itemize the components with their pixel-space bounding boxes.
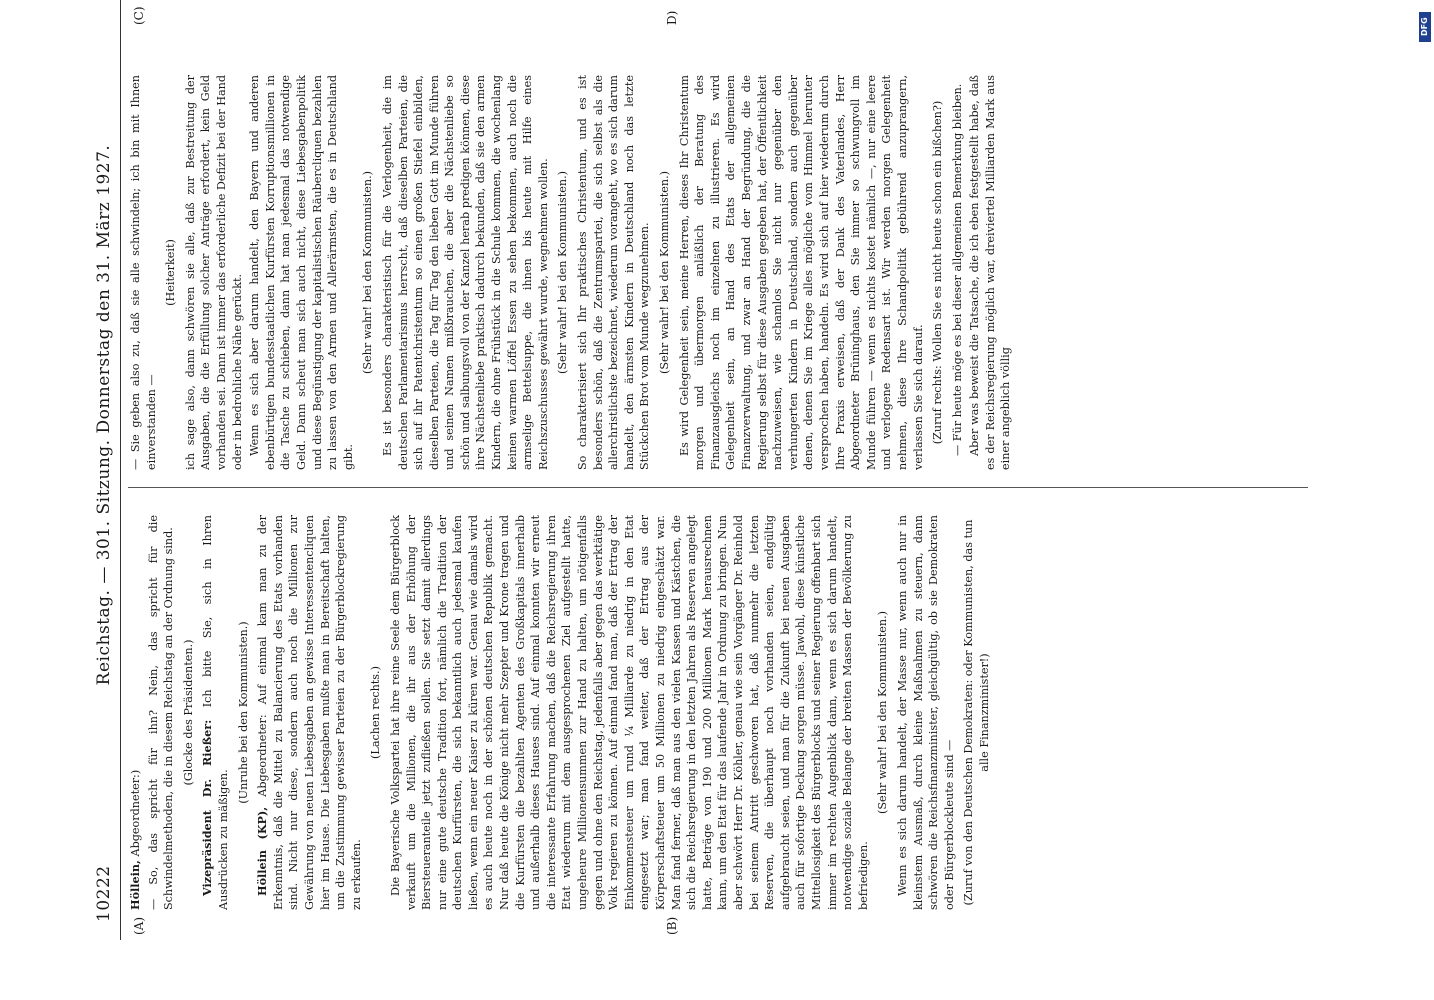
paragraph-text: (Sehr wahr! bei den Kommunisten.) bbox=[876, 610, 890, 815]
interjection bbox=[181, 515, 197, 910]
paragraph-text: Wenn es sich aber darum handelt, den Bayern und anderen ebenbürtigen bundesstaatlichen Kurfürsten Korruptionsmillionen in die Tasche zu schieben, dann hat man jedesmal das notwendige Geld. Dann scheut man sich auch nicht, diese Liebesgabenpolitik und diese Begünstigung der kapitalistischen Räubercliquen bezahlen zu lassen von den Armen und Allerärmsten, die es in Deutschland gibt. bbox=[248, 75, 355, 470]
dfg-logo: DFG bbox=[1419, 12, 1431, 42]
interjection bbox=[236, 515, 252, 910]
paragraph-text: (Lachen rechts.) bbox=[369, 666, 383, 759]
interjection bbox=[875, 515, 891, 910]
right-column bbox=[128, 75, 1318, 470]
paragraph-text: Wenn es sich darum handelt, der Masse nur, wenn auch nur in kleinstem Ausmaß, durch kleine Maßnahmen zu steuern, dann schwören die Reichsfinanzminister, gleichgültig, ob sie Demokraten oder Bürgerblockleute sind — bbox=[895, 515, 956, 910]
margin-mark-b: (B) bbox=[665, 916, 679, 935]
left-column bbox=[128, 515, 1318, 910]
paragraph-text: ich sage also, dann schwören sie alle, daß zur Bestreitung der Ausgaben, die die Erfüllung solcher Anträge erfordert, kein Geld vorhanden sei. Dann ist immer das erforderliche Defizit bei der Hand oder in bedrohliche Nähe gerückt. bbox=[183, 75, 244, 470]
paragraph-text: Ich bitte Sie, sich in Ihren Ausdrücken zu mäßigen. bbox=[201, 515, 230, 910]
paragraph bbox=[950, 75, 966, 470]
paragraph bbox=[183, 75, 245, 470]
paragraph-text: (Zuruf rechts: Wollen Sie es nicht heute schon ein bißchen?) bbox=[931, 100, 945, 445]
paragraph bbox=[677, 75, 927, 470]
interjection bbox=[360, 75, 376, 470]
paragraph bbox=[200, 515, 231, 910]
paragraph bbox=[895, 515, 957, 910]
paragraph-text: Abgeordneter: Auf einmal kam man zu der Erkenntnis, daß die Mittel zu Balancierung des Etats vorhanden sind. Nicht nur diese, sondern auch noch die Millionen zur Gewährung von neuen Liebesgaben an gewisse Interessentencliquen hier im Hause. Die Liebesgaben mußte man in Bereitschaft halten, um die Zustimmung gewisser Parteien zu der Bürgerblockregierung zu erkaufen. bbox=[256, 515, 363, 910]
paragraph-text: — Sie geben also zu, daß sie alle schwindeln; ich bin mit Ihnen einverstanden — bbox=[129, 75, 158, 470]
margin-mark-c: (C) bbox=[132, 6, 146, 25]
speaker-name: Höllein, bbox=[128, 860, 142, 910]
margin-mark-d: D) bbox=[665, 10, 679, 25]
paragraph bbox=[247, 75, 356, 470]
speaker-name: Vizepräsident Dr. Rießer: bbox=[200, 719, 215, 896]
paragraph bbox=[128, 75, 159, 470]
paragraph-text: (Zuruf von den Deutschen Demokraten: oder Kommunisten, das tun alle Finanzminister!) bbox=[962, 519, 991, 906]
paragraph-text: — So, das spricht für ihn? Nein, das spricht für die Schwindelmethoden, die in diesem Reichstag an der Ordnung sind. bbox=[146, 515, 176, 910]
speaker-name: Höllein (KP), bbox=[255, 806, 270, 896]
paragraph bbox=[128, 515, 144, 910]
paragraph-text: Die Bayerische Volkspartei hat ihre reine Seele dem Bürgerblock verkauft um die Millionen, die ihr aus der Erhöhung der Biersteueranteile jetzt zufließen sollen. Sie setzt damit allerdings nur eine gute deutsche Tradition fort, nämlich die Tradition der deutschen Kurfürsten, die sich bekanntlich auch jedesmal kaufen ließen, wenn ein neuer Kaiser zu küren war. Genau wie damals wird es auch heute noch in der schönen deutschen Republik gemacht. Nur daß heute die Könige nicht mehr Szepter und Krone tragen und die Kurfürsten die bezahlten Agenten des Großkapitals innerhalb und außerhalb dieses Hauses sind. Auf einmal konnten wir erneut die interessante Erfahrung machen, daß die Reichsregierung ihren Etat wiederum mit dem ausgesprochenen Ziel aufgestellt hatte, ungeheure Millionensummen zur Hand zu halten, um nötigenfalls gegen und ohne den Reichstag, jedenfalls aber gegen das werktätige Volk regieren zu können. Auf einmal fand man, daß der Ertrag der Einkommensteuer um rund ¼ Milliarde zu niedrig in den Etat eingesetzt war; man fand weiter, daß der Ertrag aus der Körperschaftsteuer um 50 Millionen zu niedrig eingeschätzt war. Man fand ferner, daß man aus den vielen Kassen und Kästchen, die sich die Reichsregierung in den letzten Jahren als Reserven angelegt hatte, Beträge von 190 und 200 Millionen Mark herausrechnen kann, um den Etat für das laufende Jahr in Ordnung zu bringen. Nun aber schwört Herr Dr. Köhler, genau wie sein Vorgänger Dr. Reinhold bei seinem Antritt geschworen hat, daß nunmehr die letzten Reserven, die überhaupt noch vorhanden seien, endgültig aufgebraucht seien, und man für die Zukunft bei neuen Ausgaben auch für sofortige Deckung sorgen müsse. Jawohl, diese künstliche Mittellosigkeit des Bürgerblocks und seiner Regierung offenbart sich immer im rechten Augenblick dann, wenn es sich darum handelt, notwendige soziale Belange der breiten Massen der Bevölkerung zu befriedigen. bbox=[388, 515, 870, 910]
paragraph-text: So charakterisiert sich Ihr praktisches Christentum, und es ist besonders schön, daß die Zentrumspartei, die sich selbst als die allerchristlichste bezeichnet, wiederum vorangeht, wo es sich darum handelt, den ärmsten Kindern in Deutschland noch das letzte Stückchen Brot vom Munde wegzunehmen. bbox=[576, 75, 652, 470]
interjection bbox=[163, 75, 179, 470]
column-divider bbox=[128, 487, 1308, 488]
paragraph bbox=[388, 515, 871, 910]
paragraph-text: Abgeordneter:) bbox=[129, 769, 142, 861]
interjection bbox=[657, 75, 673, 470]
paragraph-text: (Sehr wahr! bei den Kommunisten.) bbox=[556, 170, 570, 375]
paragraph-text: Es ist besonders charakteristisch für die Verlogenheit, die im deutschen Parlamentarismus herrscht, daß dieselben Parteien, die sich auf ihr Patentchristentum so einen großen Stiefel einbilden, dieselben Parteien, die Tag für Tag den lieben Gott im Munde führen und seinen Namen mißbrauchen, die aber die Nächstenliebe so schön und salbungsvoll von der Kanzel herab predigen können, diese ihre Nächstenliebe praktisch dadurch bekunden, daß sie den armen Kindern, die ohne Frühstück in die Schule kommen, die wochenlang keinen warmen Löffel Essen zu sehen bekommen, auch noch die armselige Bettelsuppe, die ihnen bis heute mit Hilfe eines Reichszuschusses gewährt wurde, wegnehmen wollen. bbox=[380, 75, 550, 470]
interjection bbox=[368, 515, 384, 910]
paragraph-text: (Glocke des Präsidenten.) bbox=[181, 639, 195, 786]
interjection bbox=[961, 515, 992, 910]
interjection bbox=[555, 75, 571, 470]
dfg-funding-text bbox=[1418, 0, 1434, 399]
header-rule bbox=[120, 0, 121, 940]
paragraph-text: Es wird Gelegenheit sein, meine Herren, dieses Ihr Christentum morgen und übermorgen anläßlich der Beratung des Finanzausgleichs noch im einzelnen zu illustrieren. Es wird Gelegenheit sein, an Hand des Etats der allgemeinen Finanzverwaltung, und zwar an Hand der Begründung, die die Regierung selbst für diese Ausgaben gegeben hat, der Öffentlichkeit nachzuweisen, wie schamlos Sie nicht nur gegenüber den verhungerten Kindern in Deutschland, sondern auch gegenüber denen, denen Sie im Kriege alles mögliche vom Himmel herunter versprochen haben, handeln. Es wird sich auf hier wiederum durch Ihre Praxis erweisen, daß der Dank des Vaterlandes, Herr Abgeordneter Brüninghaus, den Sie immer so schwungvoll im Munde führen — wenn es nichts kostet nämlich —, nur eine leere und verlogene Redensart ist. Wir werden morgen Gelegenheit nehmen, diese Ihre Schandpolitik gebührend anzuprangern, verlassen Sie sich darauf. bbox=[677, 75, 925, 470]
rotated-page bbox=[80, 0, 1340, 940]
margin-mark-a: (A) bbox=[132, 916, 146, 935]
paragraph-text: — Für heute möge es bei dieser allgemeinen Bemerkung bleiben. bbox=[950, 83, 964, 456]
paragraph-text: Aber was beweist die Tatsache, die ich eben festgestellt habe, daß es der Reichsregierung möglich war, dreiviertel Milliarden Mark aus einer angeblich völlig bbox=[968, 75, 1013, 470]
paragraph-text: (Unruhe bei den Kommunisten.) bbox=[236, 621, 250, 804]
paragraph bbox=[380, 75, 552, 470]
paragraph-text: (Sehr wahr! bei den Kommunisten.) bbox=[361, 170, 375, 375]
paragraph bbox=[255, 515, 364, 910]
interjection bbox=[930, 75, 946, 470]
paragraph bbox=[575, 75, 653, 470]
paragraph bbox=[967, 75, 1014, 470]
dfg-notice bbox=[1416, 6, 1434, 996]
paragraph-text: (Heiterkeit) bbox=[164, 239, 178, 306]
page-header bbox=[94, 0, 122, 940]
page-number: 10222 bbox=[94, 865, 114, 922]
paragraph bbox=[146, 515, 177, 910]
paragraph-text: (Sehr wahr! bei den Kommunisten.) bbox=[658, 170, 671, 375]
page-title: Reichstag. — 301. Sitzung. Donnerstag den 31. März 1927. bbox=[94, 144, 114, 686]
